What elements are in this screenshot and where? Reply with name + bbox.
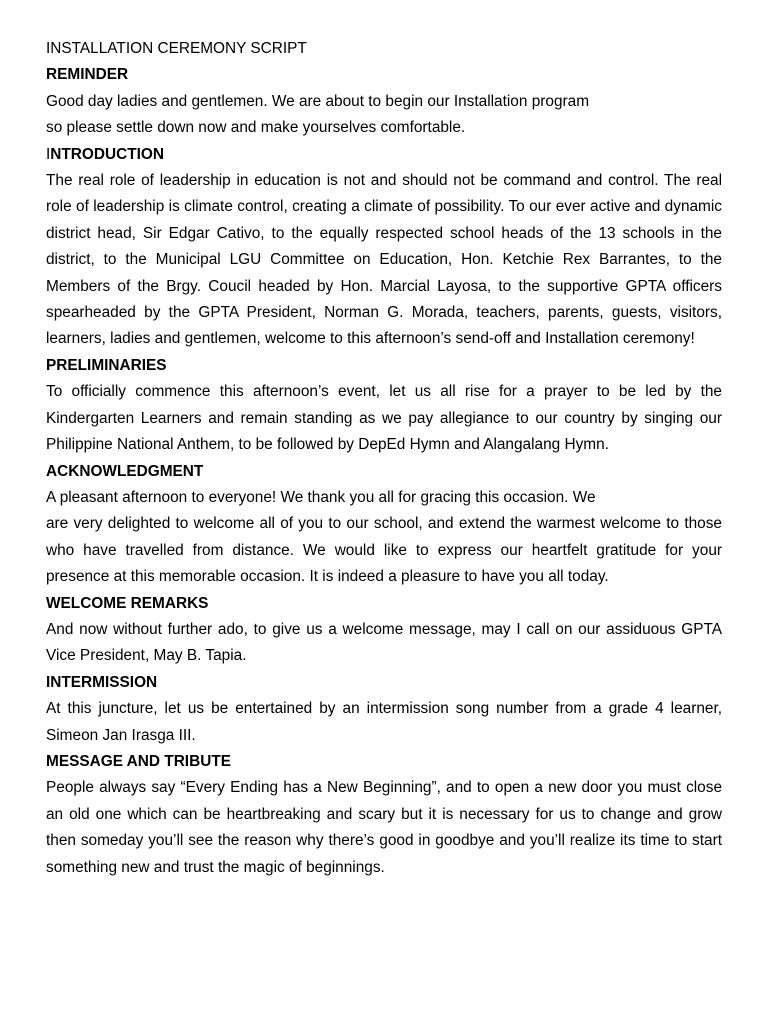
section-body-message-and-tribute: People always say “Every Ending has a New Beginning”, and to open a new door you must close an old one which can be heartbreaking and scary but it is necessary for us to change and grow then someday you’ll see the reason why there’s good in goodbye and you’ll realize its time to start something new and trust the magic of beginnings. xyxy=(46,779,722,876)
section-heading-preliminaries: PRELIMINARIES xyxy=(46,356,167,374)
document-page xyxy=(46,36,722,881)
section-body-welcome-remarks: And now without further ado, to give us a welcome message, may I call on our assiduous GPTA Vice President, May B. Tapia. xyxy=(46,620,722,665)
section-body-reminder xyxy=(46,89,722,142)
acknowledgment-body: are very delighted to welcome all of you to our school, and extend the warmest welcome to those who have travelled from distance. We would like to express our heartfelt gratitude for your presence at this memorable occasion. It is indeed a pleasure to have you all today. xyxy=(46,515,722,586)
reminder-line-2: so please settle down now and make yourselves comfortable. xyxy=(46,119,466,137)
reminder-line-1: Good day ladies and gentlemen. We are about to begin our Installation program xyxy=(46,92,590,110)
section-heading-reminder: REMINDER xyxy=(46,66,129,84)
introduction-heading-initial: I xyxy=(46,145,51,163)
section-heading-message-and-tribute: MESSAGE AND TRIBUTE xyxy=(46,752,231,770)
section-body-preliminaries: To officially commence this afternoon’s event, let us all rise for a prayer to be led by the Kindergarten Learners and remain standing as we pay allegiance to our country by singing our Philippine National Anthem, to be followed by DepEd Hymn and Alangalang Hymn. xyxy=(46,383,722,454)
section-heading-introduction xyxy=(46,142,722,168)
document-title: INSTALLATION CEREMONY SCRIPT xyxy=(46,40,307,57)
introduction-heading-rest: NTRODUCTION xyxy=(50,145,164,163)
section-body-introduction: The real role of leadership in education is not and should not be command and control. The real role of leadership is climate control, creating a climate of possibility. To our ever active and dynamic district head, Sir Edgar Cativo, to the equally respected school heads of the 13 schools in the district, to the Municipal LGU Committee on Education, Hon. Ketchie Rex Barrantes, to the Members of the Brgy. Coucil headed by Hon. Marcial Layosa, to the supportive GPTA officers spearheaded by the GPTA President, Norman G. Morada, teachers, parents, guests, visitors, learners, ladies and gentlemen, welcome to this afternoon’s send-off and Installation ceremony! xyxy=(46,172,722,348)
section-heading-acknowledgment: ACKNOWLEDGMENT xyxy=(46,462,204,480)
section-heading-intermission: INTERMISSION xyxy=(46,673,158,691)
acknowledgment-first-line: A pleasant afternoon to everyone! We thank you all for gracing this occasion. We xyxy=(46,488,596,506)
section-body-acknowledgment xyxy=(46,485,722,591)
section-body-intermission: At this juncture, let us be entertained by an intermission song number from a grade 4 learner, Simeon Jan Irasga III. xyxy=(46,700,722,744)
section-heading-welcome-remarks: WELCOME REMARKS xyxy=(46,594,209,612)
